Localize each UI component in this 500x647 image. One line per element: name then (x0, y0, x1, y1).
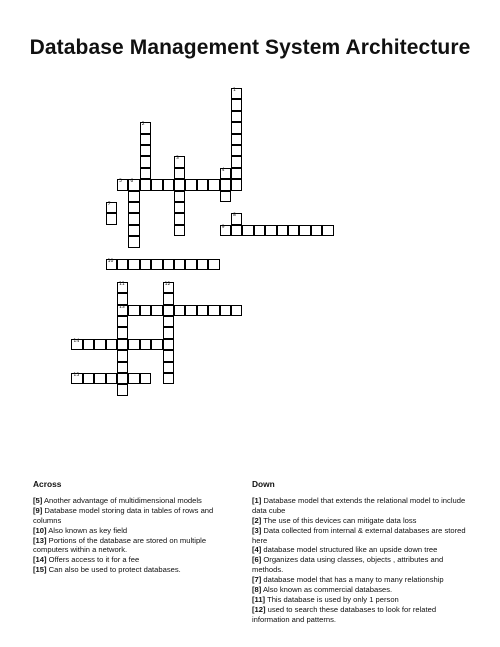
clue-text: Portions of the database are stored on multiple computers within a network. (33, 535, 207, 555)
grid-cell[interactable] (163, 350, 174, 361)
grid-cell[interactable] (140, 156, 151, 167)
grid-cell[interactable] (151, 305, 162, 316)
grid-cell[interactable] (117, 373, 128, 384)
grid-cell[interactable] (128, 305, 139, 316)
clue-number: [13] (33, 535, 47, 545)
clue-text: database model structured like an upside down tree (261, 545, 438, 555)
clue-number: [9] (33, 505, 43, 515)
grid-cell[interactable] (174, 305, 185, 316)
grid-cell[interactable] (117, 350, 128, 361)
grid-cell[interactable] (231, 99, 242, 110)
grid-cell[interactable] (117, 259, 128, 270)
grid-cell[interactable] (128, 179, 139, 190)
grid-cell[interactable] (174, 213, 185, 224)
clue-item (252, 496, 467, 516)
clue-number: [6] (252, 555, 262, 565)
down-heading: Down (252, 479, 275, 489)
grid-cell[interactable] (163, 179, 174, 190)
grid-cell[interactable] (117, 362, 128, 373)
grid-cell[interactable] (299, 225, 310, 236)
grid-cell[interactable] (71, 373, 82, 384)
grid-cell[interactable] (265, 225, 276, 236)
clue-number: [15] (33, 565, 47, 575)
clue-item (33, 506, 243, 526)
clue-item (252, 605, 467, 625)
grid-cell[interactable] (322, 225, 333, 236)
grid-cell[interactable] (185, 305, 196, 316)
grid-cell[interactable] (242, 225, 253, 236)
cell-number: 7 (107, 202, 111, 207)
cell-number: 11 (119, 281, 125, 287)
cell-number: 14 (73, 338, 80, 344)
grid-cell[interactable] (163, 293, 174, 304)
clue-text: The use of this devices can mitigate data loss (261, 515, 417, 525)
grid-cell[interactable] (71, 339, 82, 350)
grid-cell[interactable] (140, 305, 151, 316)
grid-cell[interactable] (231, 156, 242, 167)
grid-cell[interactable] (117, 339, 128, 350)
clue-item (252, 545, 467, 555)
grid-cell[interactable] (128, 225, 139, 236)
grid-cell[interactable] (208, 305, 219, 316)
grid-cell[interactable] (140, 168, 151, 179)
grid-cell[interactable] (174, 259, 185, 270)
grid-cell[interactable] (163, 282, 174, 293)
grid-cell[interactable] (163, 339, 174, 350)
grid-cell[interactable] (208, 259, 219, 270)
clue-text: Data collected from internal & external databases are stored here (252, 525, 466, 545)
clue-number: [11] (252, 594, 266, 604)
grid-cell[interactable] (277, 225, 288, 236)
clue-number: [12] (252, 604, 266, 614)
grid-cell[interactable] (231, 305, 242, 316)
grid-cell[interactable] (163, 327, 174, 338)
across-heading: Across (33, 479, 62, 489)
clue-text: used to search these databases to look for related information and patterns. (252, 604, 437, 624)
grid-cell[interactable] (163, 362, 174, 373)
grid-cell[interactable] (163, 259, 174, 270)
across-clue-list (33, 496, 243, 575)
across-clues (33, 480, 243, 575)
cell-number: 9 (221, 224, 225, 230)
clue-number: [10] (33, 525, 47, 535)
grid-cell[interactable] (231, 88, 242, 99)
grid-cell[interactable] (220, 179, 231, 190)
clue-number: [1] (252, 495, 262, 505)
grid-cell[interactable] (231, 122, 242, 133)
clue-text: Database model that extends the relational model to include data cube (252, 495, 466, 515)
grid-cell[interactable] (106, 213, 117, 224)
grid-cell[interactable] (163, 373, 174, 384)
cell-number: 10 (107, 259, 114, 264)
grid-cell[interactable] (83, 373, 94, 384)
grid-cell[interactable] (106, 339, 117, 350)
grid-cell[interactable] (140, 134, 151, 145)
grid-cell[interactable] (231, 145, 242, 156)
grid-cell[interactable] (231, 134, 242, 145)
grid-cell[interactable] (174, 179, 185, 190)
grid-cell[interactable] (128, 339, 139, 350)
grid-cell[interactable] (140, 122, 151, 133)
clue-item (252, 516, 467, 526)
clue-item (33, 526, 243, 536)
grid-cell[interactable] (231, 179, 242, 190)
grid-cell[interactable] (117, 282, 128, 293)
grid-cell[interactable] (174, 156, 185, 167)
clue-text: Offers access to it for a fee (46, 555, 140, 565)
clue-number: [2] (252, 515, 262, 525)
cell-number: 4 (221, 167, 225, 173)
grid-cell[interactable] (94, 339, 105, 350)
cell-number: 2 (141, 122, 145, 128)
clue-text: Database model storing data in tables of rows and columns (33, 505, 214, 525)
grid-cell[interactable] (174, 225, 185, 236)
cell-number: 6 (130, 179, 134, 185)
grid-cell[interactable] (151, 259, 162, 270)
grid-cell[interactable] (106, 202, 117, 213)
clue-text: Can also be used to protect databases. (46, 565, 181, 575)
cell-number: 13 (119, 304, 125, 310)
grid-cell[interactable] (151, 339, 162, 350)
clue-item (252, 555, 467, 575)
cell-number: 12 (164, 281, 171, 287)
clue-item (252, 526, 467, 546)
clue-item (33, 536, 243, 556)
grid-cell[interactable] (128, 202, 139, 213)
grid-cell[interactable] (220, 225, 231, 236)
grid-cell[interactable] (185, 259, 196, 270)
grid-cell[interactable] (128, 213, 139, 224)
clue-number: [8] (252, 585, 262, 595)
grid-cell[interactable] (220, 191, 231, 202)
grid-cell[interactable] (140, 179, 151, 190)
grid-cell[interactable] (220, 168, 231, 179)
grid-cell[interactable] (117, 179, 128, 190)
grid-cell[interactable] (231, 111, 242, 122)
grid-cell[interactable] (231, 225, 242, 236)
clue-text: Another advantage of multidimensional models (42, 495, 202, 505)
grid-cell[interactable] (197, 179, 208, 190)
clue-number: [3] (252, 525, 262, 535)
clue-text: database model that has a many to many relationship (261, 575, 444, 585)
grid-cell[interactable] (117, 316, 128, 327)
grid-cell[interactable] (254, 225, 265, 236)
grid-cell[interactable] (185, 179, 196, 190)
clue-number: [4] (252, 545, 262, 555)
grid-cell[interactable] (220, 305, 231, 316)
clue-item (252, 585, 467, 595)
grid-cell[interactable] (140, 145, 151, 156)
grid-cell[interactable] (94, 373, 105, 384)
grid-cell[interactable] (117, 293, 128, 304)
puzzle-title: Database Management System Architecture (29, 36, 471, 59)
grid-cell[interactable] (106, 373, 117, 384)
cell-number: 15 (73, 373, 80, 378)
grid-cell[interactable] (128, 236, 139, 247)
cell-number: 8 (233, 213, 236, 219)
clue-number: [7] (252, 575, 262, 585)
grid-cell[interactable] (140, 339, 151, 350)
clue-text: This database is used by only 1 person (265, 594, 399, 604)
clue-number: [5] (33, 495, 43, 505)
down-clues (252, 480, 467, 625)
grid-cell[interactable] (140, 373, 151, 384)
clue-text: Also known as commercial databases. (261, 585, 393, 595)
clue-item (33, 555, 243, 565)
cell-number: 5 (119, 179, 122, 185)
grid-cell[interactable] (83, 339, 94, 350)
cell-number: 3 (176, 156, 179, 162)
clue-item (252, 575, 467, 585)
grid-cell[interactable] (174, 168, 185, 179)
grid-cell[interactable] (174, 191, 185, 202)
grid-cell[interactable] (208, 179, 219, 190)
grid-cell[interactable] (197, 259, 208, 270)
grid-cell[interactable] (231, 168, 242, 179)
grid-cell[interactable] (106, 259, 117, 270)
grid-cell[interactable] (117, 384, 128, 395)
clue-item (33, 496, 243, 506)
clue-text: Also known as key field (46, 525, 128, 535)
grid-cell[interactable] (311, 225, 322, 236)
clue-item (252, 595, 467, 605)
clue-number: [14] (33, 555, 47, 565)
grid-cell[interactable] (151, 179, 162, 190)
grid-cell[interactable] (163, 316, 174, 327)
grid-cell[interactable] (163, 305, 174, 316)
down-clue-list (252, 496, 467, 625)
grid-cell[interactable] (117, 327, 128, 338)
clue-item (33, 565, 243, 575)
grid-cell[interactable] (117, 305, 128, 316)
grid-cell[interactable] (174, 202, 185, 213)
grid-cell[interactable] (128, 259, 139, 270)
cell-number: 1 (233, 88, 236, 93)
clue-text: Organizes data using classes, objects , attributes and methods. (252, 555, 444, 575)
grid-cell[interactable] (140, 259, 151, 270)
grid-cell[interactable] (128, 191, 139, 202)
grid-cell[interactable] (197, 305, 208, 316)
grid-cell[interactable] (288, 225, 299, 236)
grid-cell[interactable] (231, 213, 242, 224)
grid-cell[interactable] (128, 373, 139, 384)
